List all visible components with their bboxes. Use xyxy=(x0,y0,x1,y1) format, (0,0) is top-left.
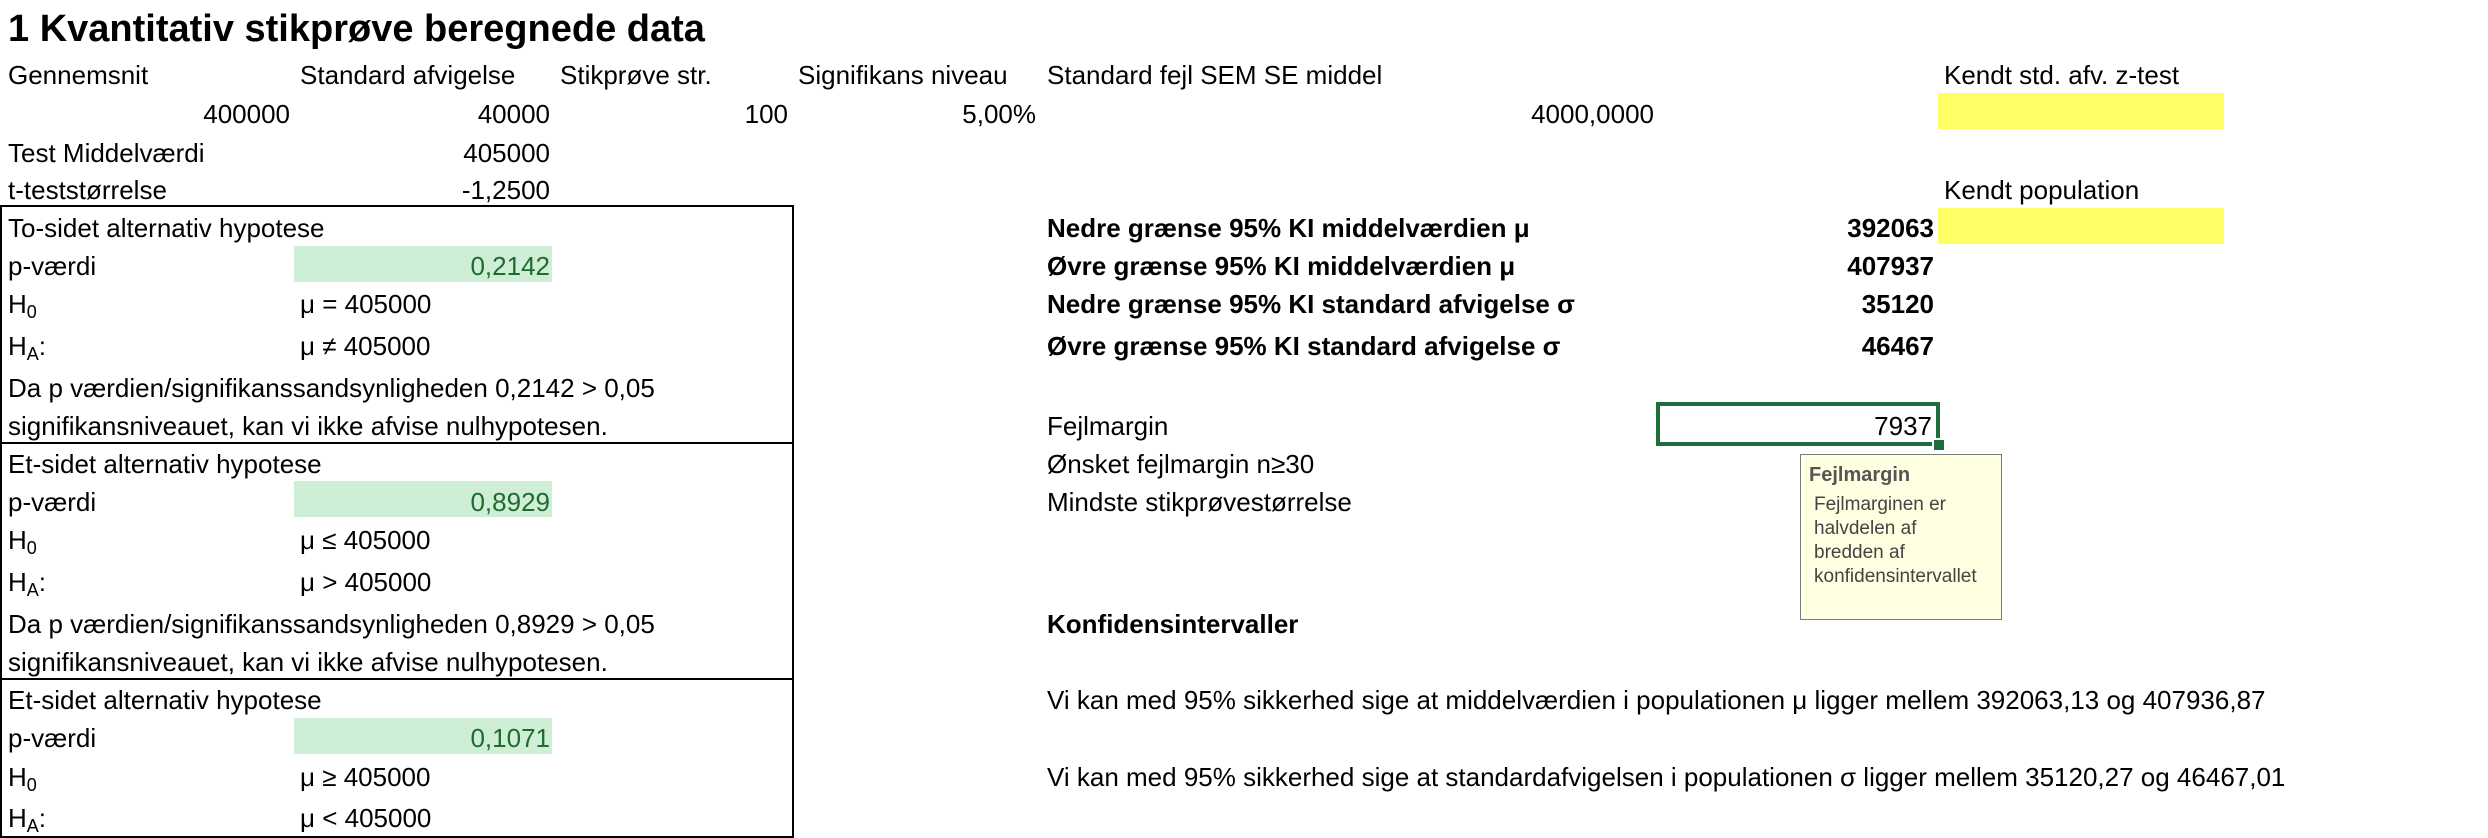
tooltip-title: Fejlmargin xyxy=(1809,464,1911,486)
h0-value[interactable]: μ ≥ 405000 xyxy=(300,762,431,792)
ha-label: $H_A$: xyxy=(8,803,47,836)
alpha-value[interactable]: 5,00% xyxy=(962,99,1036,129)
ha-value[interactable]: μ > 405000 xyxy=(300,567,432,597)
p-value-label: p-værdi xyxy=(8,723,97,753)
header-known-std[interactable]: Kendt std. afv. z-test xyxy=(1944,60,2180,90)
header-sample-size[interactable]: Stikprøve str. xyxy=(560,60,712,90)
h0-value[interactable]: μ = 405000 xyxy=(300,289,432,319)
test-heading: Et-sidet alternativ hypotese xyxy=(8,449,322,479)
t-stat-label: t-teststørrelse xyxy=(8,175,167,205)
conclusion-line-1: Da p værdien/signifikanssandsynligheden 0,2142 > 0,05 xyxy=(8,373,655,403)
header-mean[interactable]: Gennemsnit xyxy=(8,60,149,90)
sem-value[interactable]: 4000,0000 xyxy=(1531,99,1654,129)
ci-label: Nedre grænse 95% KI standard afvigelse σ xyxy=(1047,289,1575,319)
margin-label: Fejlmargin xyxy=(1047,411,1169,441)
header-sem[interactable]: Standard fejl SEM SE middel xyxy=(1047,60,1383,90)
t-stat-value[interactable]: -1,2500 xyxy=(461,175,550,205)
p-value: 0,1071 xyxy=(470,723,550,753)
h0-label: $H_0$ xyxy=(8,525,37,558)
test-mean-value[interactable]: 405000 xyxy=(463,138,550,168)
test-heading: To-sidet alternativ hypotese xyxy=(8,213,325,243)
h0-label: $H_0$ xyxy=(8,289,37,322)
ha-label: $H_A$: xyxy=(8,567,47,600)
tooltip-body: Fejlmarginen er halvdelen af bredden af konfidensintervallet xyxy=(1814,494,1977,587)
ci-label: Øvre grænse 95% KI middelværdien μ xyxy=(1047,251,1516,281)
p-value: 0,8929 xyxy=(470,487,550,517)
h0-label: $H_0$ xyxy=(8,762,37,795)
conclusion-line-2: signifikansniveauet, kan vi ikke afvise nulhypotesen. xyxy=(8,647,608,677)
ha-label: $H_A$: xyxy=(8,331,47,364)
min-sample-label: Mindste stikprøvestørrelse xyxy=(1047,487,1352,517)
desired-margin-label: Ønsket fejlmargin n≥30 xyxy=(1047,449,1315,479)
ci-value[interactable]: 407937 xyxy=(1847,251,1934,281)
p-value-label: p-værdi xyxy=(8,251,97,281)
std-value[interactable]: 40000 xyxy=(477,99,550,129)
known-std-input[interactable] xyxy=(1938,93,2224,129)
header-std[interactable]: Standard afvigelse xyxy=(300,60,516,90)
conf-text-mean: Vi kan med 95% sikkerhed sige at middelværdien i populationen μ ligger mellem 392063,13 og 407936,87 xyxy=(1047,685,2266,715)
ci-value[interactable]: 46467 xyxy=(1861,331,1934,361)
sample-size-value[interactable]: 100 xyxy=(744,99,788,129)
margin-value: 7937 xyxy=(1874,411,1932,441)
fill-handle[interactable] xyxy=(1932,438,1946,452)
test-heading: Et-sidet alternativ hypotese xyxy=(8,685,322,715)
mean-value[interactable]: 400000 xyxy=(203,99,290,129)
conf-heading: Konfidensintervaller xyxy=(1047,609,1299,639)
header-known-pop[interactable]: Kendt population xyxy=(1944,175,2140,205)
test-mean-label: Test Middelværdi xyxy=(8,138,205,168)
p-value-label: p-værdi xyxy=(8,487,97,517)
ha-value[interactable]: μ < 405000 xyxy=(300,803,432,833)
sheet-title: 1 Kvantitativ stikprøve beregnede data xyxy=(8,8,705,50)
h0-value[interactable]: μ ≤ 405000 xyxy=(300,525,431,555)
p-value: 0,2142 xyxy=(470,251,550,281)
comment-tooltip xyxy=(1800,454,2002,620)
ha-value[interactable]: μ ≠ 405000 xyxy=(300,331,431,361)
ci-label: Øvre grænse 95% KI standard afvigelse σ xyxy=(1047,331,1561,361)
header-alpha[interactable]: Signifikans niveau xyxy=(798,60,1008,90)
ci-value[interactable]: 392063 xyxy=(1847,213,1934,243)
conclusion-line-2: signifikansniveauet, kan vi ikke afvise nulhypotesen. xyxy=(8,411,608,441)
ci-label: Nedre grænse 95% KI middelværdien μ xyxy=(1047,213,1530,243)
known-pop-input[interactable] xyxy=(1938,208,2224,244)
ci-value[interactable]: 35120 xyxy=(1861,289,1934,319)
conclusion-line-1: Da p værdien/signifikanssandsynligheden 0,8929 > 0,05 xyxy=(8,609,655,639)
conf-text-std: Vi kan med 95% sikkerhed sige at standardafvigelsen i populationen σ ligger mellem 35120,27 og 46467,01 xyxy=(1047,762,2286,792)
